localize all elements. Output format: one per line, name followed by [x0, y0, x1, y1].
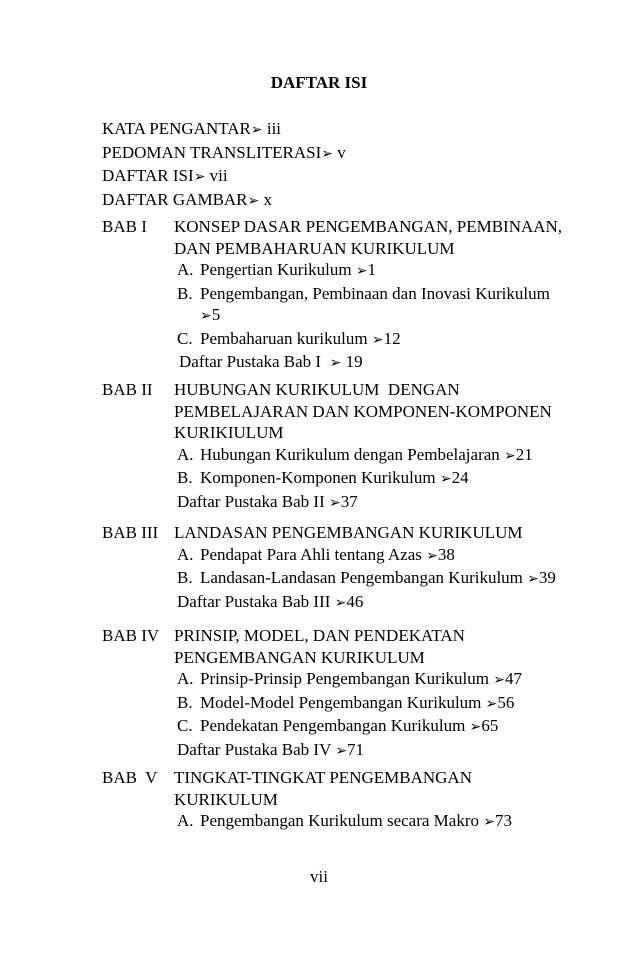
arrow-icon: ➢ [439, 471, 452, 487]
chapter-label: BAB I [102, 217, 147, 236]
toc-item: B. Model-Model Pengembangan Kurikulum ➢56 [177, 692, 515, 712]
arrow-icon: ➢ [504, 447, 516, 464]
daftar-pustaka-line: Daftar Pustaka Bab IV ➢71 [177, 739, 365, 759]
arrow-icon: ➢ [426, 547, 438, 564]
daftar-pustaka-line: Daftar Pustaka Bab III ➢46 [177, 591, 364, 611]
front-matter-list [102, 118, 346, 212]
chapter-bab-2 [102, 379, 622, 514]
arrow-icon: ➢ [335, 742, 348, 759]
arrow-icon: ➢ [485, 695, 498, 712]
chapter-label: BAB V [102, 768, 158, 787]
toc-item: A. Pengertian Kurikulum ➢1 [177, 260, 377, 279]
chapter-title-line: KURIKIULUM [174, 423, 284, 442]
arrow-icon: ➢ [334, 594, 347, 611]
arrow-icon: ➢ [483, 814, 495, 830]
toc-item: B. Pengembangan, Pembinaan dan Inovasi Kurikulum [177, 283, 550, 303]
chapter-bab-3 [102, 522, 622, 614]
arrow-icon: ➢ [527, 571, 539, 587]
page-title: DAFTAR ISI [270, 73, 368, 92]
toc-item: C. Pendekatan Pengembangan Kurikulum ➢65 [177, 716, 499, 735]
chapter-title-line: KURIKULUM [174, 789, 278, 809]
toc-item-continuation: ➢5 [200, 305, 221, 324]
arrow-icon: ➢ [493, 672, 505, 688]
front-matter-item: KATA PENGANTAR➢ iii [102, 119, 282, 138]
chapter-label: BAB III [102, 523, 159, 542]
arrow-icon: ➢ [247, 192, 260, 209]
toc-item: A. Pendapat Para Ahli tentang Azas ➢38 [177, 544, 455, 564]
arrow-icon: ➢ [250, 122, 263, 138]
front-matter-item: DAFTAR GAMBAR➢ x [102, 189, 273, 209]
arrow-icon: ➢ [329, 494, 341, 511]
chapter-title-line: LANDASAN PENGEMBANGAN KURIKULUM [174, 523, 523, 542]
chapter-title-line: PENGEMBANGAN KURIKULUM [174, 647, 425, 667]
chapter-bab-1 [102, 216, 622, 375]
chapter-bab-5 [102, 767, 622, 834]
arrow-icon: ➢ [355, 263, 368, 279]
front-matter-item: DAFTAR ISI➢ vii [102, 166, 228, 185]
chapter-title-line: PEMBELAJARAN DAN KOMPONEN-KOMPONEN [174, 401, 552, 421]
toc-item: A. Prinsip-Prinsip Pengembangan Kurikulum ➢47 [177, 669, 522, 688]
arrow-icon: ➢ [200, 308, 212, 324]
arrow-icon: ➢ [193, 169, 206, 185]
arrow-icon: ➢ [329, 355, 342, 371]
daftar-pustaka-line: Daftar Pustaka Bab II ➢37 [177, 491, 358, 511]
chapter-label: BAB II [102, 380, 153, 399]
chapter-label: BAB IV [102, 626, 160, 645]
chapter-title-line: HUBUNGAN KURIKULUM DENGAN [174, 380, 460, 399]
chapter-title-line: TINGKAT-TINGKAT PENGEMBANGAN [174, 768, 472, 787]
chapter-title-line: PRINSIP, MODEL, DAN PENDEKATAN [174, 626, 465, 645]
toc-item: A. Pengembangan Kurikulum secara Makro ➢73 [177, 811, 512, 830]
chapter-title-line: DAN PEMBAHARUAN KURIKULUM [174, 238, 455, 258]
toc-item: B. Komponen-Komponen Kurikulum ➢24 [177, 468, 469, 487]
daftar-pustaka-line: Daftar Pustaka Bab I ➢ 19 [179, 352, 363, 371]
toc-item: B. Landasan-Landasan Pengembangan Kurikulum ➢39 [177, 568, 556, 587]
arrow-icon: ➢ [469, 719, 482, 735]
toc-item: A. Hubungan Kurikulum dengan Pembelajaran ➢21 [177, 444, 533, 464]
toc-item: C. Pembaharuan kurikulum ➢12 [177, 328, 401, 348]
page-number: vii [310, 867, 328, 886]
chapter-title-line: KONSEP DASAR PENGEMBANGAN, PEMBINAAN, [174, 217, 563, 236]
arrow-icon: ➢ [321, 145, 334, 162]
arrow-icon: ➢ [371, 331, 384, 348]
front-matter-item: PEDOMAN TRANSLITERASI➢ v [102, 142, 346, 162]
chapter-bab-4 [102, 625, 622, 762]
